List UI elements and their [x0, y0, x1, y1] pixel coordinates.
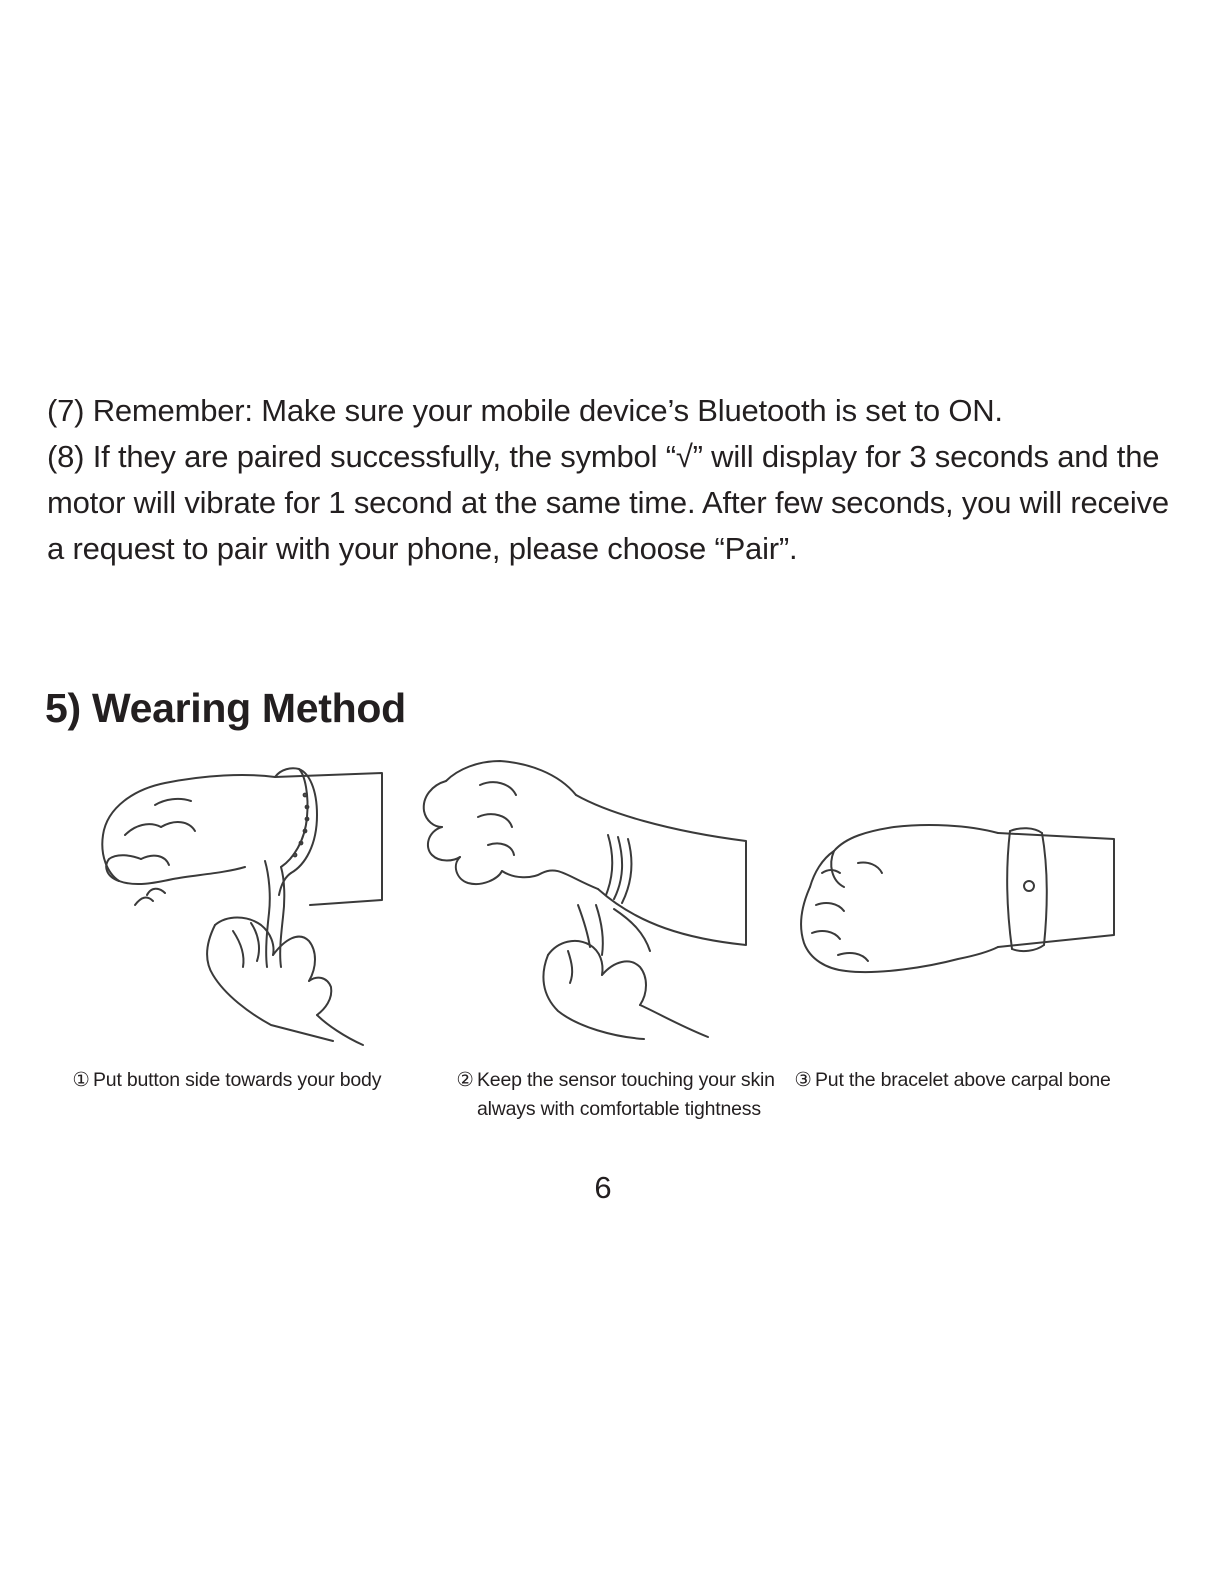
- paragraph-pairing: (8) If they are paired successfully, the symbol “√” will display for 3 seconds and the motor will vibrate for 1 second at the same time. After few seconds, you will receive a request to pair with your phone, please choose “Pair”.: [47, 439, 1169, 566]
- hand-strap-illustration-1: [95, 755, 395, 1050]
- step-caption-1: [69, 1066, 438, 1095]
- step-number-1: ①: [72, 1069, 90, 1091]
- bracelet-button-icon: [1024, 881, 1034, 891]
- illustration-step-2: [418, 755, 768, 1045]
- step-text-2: Keep the sensor touching your skin always with comfortable tightness: [477, 1069, 775, 1120]
- step-number-2: ②: [456, 1069, 474, 1091]
- step-caption-2: [453, 1066, 777, 1123]
- paragraph-remember: (7) Remember: Make sure your mobile device’s Bluetooth is set to ON.: [47, 393, 1003, 428]
- hand-strap-illustration-2: [418, 755, 768, 1045]
- step-text-3: Put the bracelet above carpal bone: [815, 1069, 1111, 1091]
- section-heading: 5) Wearing Method: [45, 685, 406, 731]
- wrist-bracelet-illustration-3: [798, 755, 1118, 1045]
- illustration-step-3: [798, 755, 1118, 1045]
- instructions-text: [47, 388, 1187, 572]
- illustration-step-1: [95, 755, 395, 1050]
- step-text-1: Put button side towards your body: [93, 1069, 382, 1091]
- page-number: 6: [594, 1170, 612, 1205]
- step-number-3: ③: [794, 1069, 812, 1091]
- step-caption-3: [791, 1066, 1195, 1095]
